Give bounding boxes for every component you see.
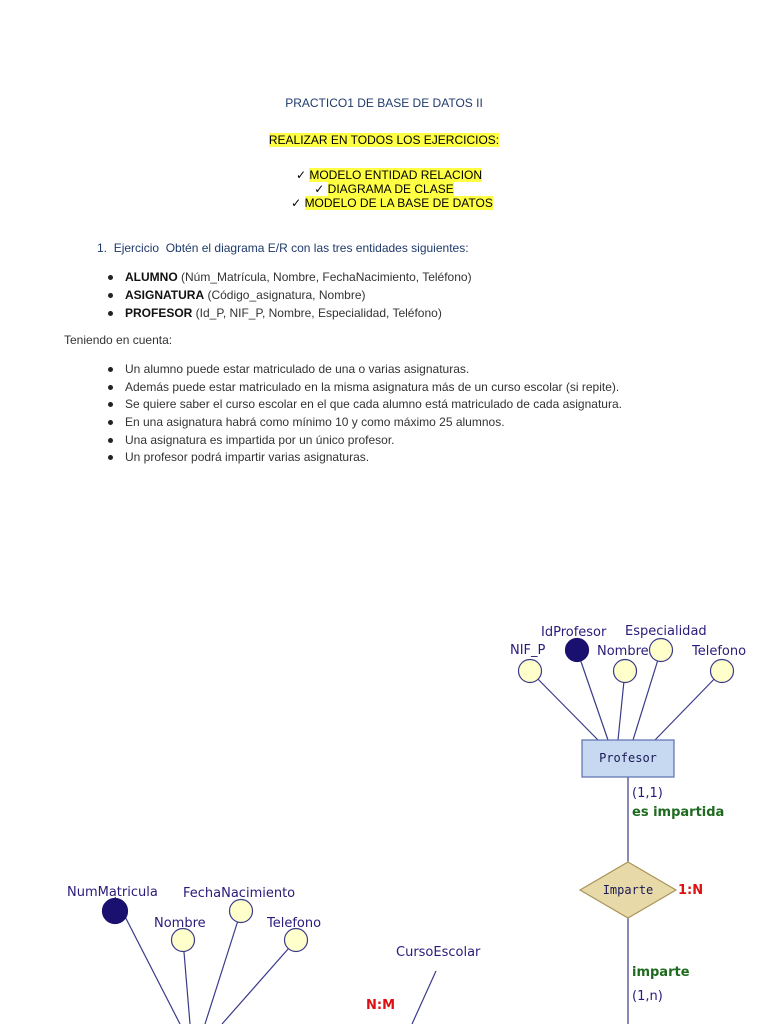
list-item: En una asignatura habrá como mínimo 10 y como máximo 25 alumnos. <box>108 414 622 432</box>
profesor-attr-lines <box>530 650 725 1024</box>
list-item: Una asignatura es impartida por un único profesor. <box>108 432 622 450</box>
checkmark-icon: ✓ <box>291 196 302 210</box>
instructions-heading-text: REALIZAR EN TODOS LOS EJERCICIOS: <box>268 133 500 147</box>
key-attr-circle-nummatricula <box>103 899 128 924</box>
list-item: Se quiere saber el curso escolar en el que cada alumno está matriculado de cada asignatura. <box>108 396 622 414</box>
key-attr-circle-idprofesor <box>566 639 589 662</box>
list-item: Un alumno puede estar matriculado de una o varias asignaturas. <box>108 361 622 379</box>
attr-label-nummatricula: NumMatricula <box>67 885 158 900</box>
checkmark-icon: ✓ <box>295 168 306 182</box>
attr-label-nif: NIF_P <box>510 643 546 658</box>
attr-circle-nombre <box>614 660 637 683</box>
attr-circle-especialidad <box>650 639 673 662</box>
entity-attrs: (Id_P, NIF_P, Nombre, Especialidad, Teléfono) <box>192 306 442 320</box>
attr-label-idprofesor: IdProfesor <box>541 625 607 640</box>
considering-label: Teniendo en cuenta: <box>64 333 173 347</box>
role-label-imparte: imparte <box>632 965 690 980</box>
entity-name: PROFESOR <box>125 306 193 320</box>
list-item: Un profesor podrá impartir varias asignaturas. <box>108 449 622 467</box>
entity-attrs: (Núm_Matrícula, Nombre, FechaNacimiento, Teléfono) <box>177 270 472 284</box>
relation-label-imparte: Imparte <box>602 883 654 897</box>
entity-attrs: (Código_asignatura, Nombre) <box>204 288 366 302</box>
role-label-es-impartida: es impartida <box>632 805 725 820</box>
entity-name: ALUMNO <box>125 270 178 284</box>
exercise-number: 1. <box>97 241 108 255</box>
attr-label-fechanacimiento: FechaNacimiento <box>183 886 296 901</box>
entity-label-profesor: Profesor <box>599 751 657 765</box>
attr-label-nombre: Nombre <box>597 644 649 659</box>
checklist-item-label: MODELO ENTIDAD RELACION <box>309 168 483 182</box>
attr-label-telefono: Telefono <box>692 644 747 659</box>
attr-label-alumno-telefono: Telefono <box>267 916 322 931</box>
attr-label-especialidad: Especialidad <box>625 624 707 639</box>
attr-circle-fechanacimiento <box>230 900 253 923</box>
attr-label-alumno-nombre: Nombre <box>154 916 206 931</box>
cardinality-top: (1,1) <box>632 786 663 801</box>
entity-name: ASIGNATURA <box>125 288 205 302</box>
cardinality-bottom: (1,n) <box>632 989 663 1004</box>
checklist-item-label: DIAGRAMA DE CLASE <box>327 182 454 196</box>
checklist-item-label: MODELO DE LA BASE DE DATOS <box>304 196 493 210</box>
document-title: PRACTICO1 DE BASE DE DATOS II <box>285 96 483 110</box>
attr-label-cursoescolar: CursoEscolar <box>396 945 481 960</box>
checkmark-icon: ✓ <box>314 182 325 196</box>
relation-cardinality: 1:N <box>678 883 704 898</box>
attr-circle-alumno-telefono <box>285 929 308 952</box>
list-item: Además puede estar matriculado en la misma asignatura más de un curso escolar (si repite). <box>108 379 622 397</box>
attr-circle-nif <box>519 660 542 683</box>
attr-circle-telefono <box>711 660 734 683</box>
exercise-text: Ejercicio Obtén el diagrama E/R con las tres entidades siguientes: <box>113 241 469 255</box>
nm-cardinality: N:M <box>366 998 396 1013</box>
attr-circle-alumno-nombre <box>172 929 195 952</box>
